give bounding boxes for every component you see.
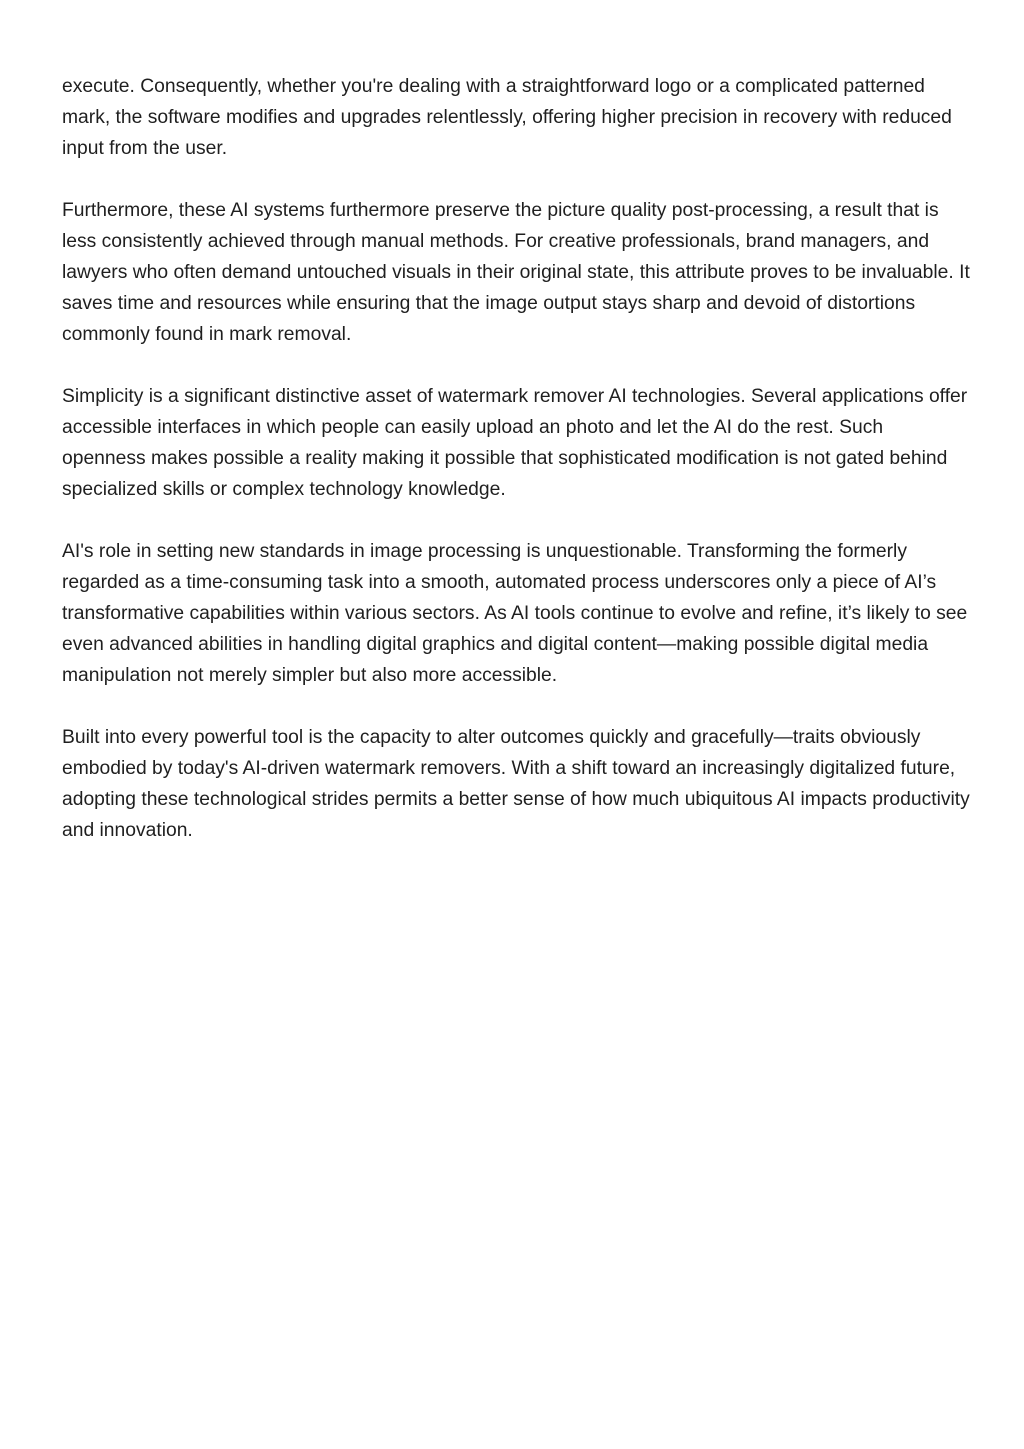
paragraph-picture-quality: Furthermore, these AI systems furthermore preserve the picture quality post-processing, a result that is less consistently achieved through manual methods. For creative professionals, brand managers, and lawyers who often demand untouched visuals in their original state, this attribute proves to be invaluable. It saves time and resources while ensuring that the image output stays sharp and devoid of distortions commonly found in mark removal. xyxy=(62,200,970,345)
paragraph-execute: execute. Consequently, whether you're dealing with a straightforward logo or a complicated patterned mark, the software modifies and upgrades relentlessly, offering higher precision in recovery with reduced input from the user. xyxy=(62,76,952,159)
document-body xyxy=(62,71,972,877)
paragraph-ai-role: AI's role in setting new standards in image processing is unquestionable. Transforming the formerly regarded as a time-consuming task into a smooth, automated process underscores only a piece of AI’s transformative capabilities within various sectors. As AI tools continue to evolve and refine, it’s likely to see even advanced abilities in handling digital graphics and digital content—making possible digital media manipulation not merely simpler but also more accessible. xyxy=(62,541,968,686)
paragraph-powerful-tool: Built into every powerful tool is the capacity to alter outcomes quickly and gracefully—traits obviously embodied by today's AI-driven watermark removers. With a shift toward an increasingly digitalized future, adopting these technological strides permits a better sense of how much ubiquitous AI impacts productivity and innovation. xyxy=(62,727,970,841)
paragraph-simplicity: Simplicity is a significant distinctive asset of watermark remover AI technologies. Several applications offer accessible interfaces in which people can easily upload an photo and let the AI do the rest. Such openness makes possible a reality making it possible that sophisticated modification is not gated behind specialized skills or complex technology knowledge. xyxy=(62,386,968,500)
